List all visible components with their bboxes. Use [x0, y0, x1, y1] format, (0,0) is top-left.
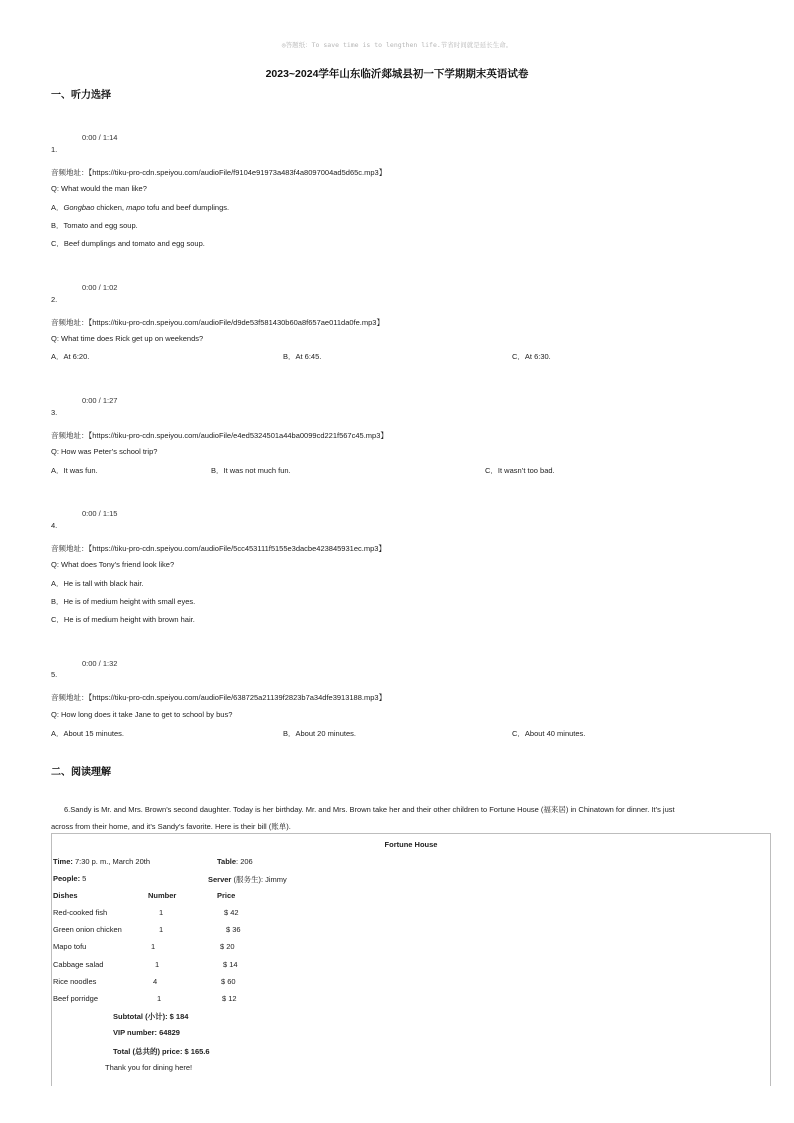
audio-player-time[interactable]: 0:00 / 1:32: [82, 659, 118, 668]
bill-price: $ 36: [226, 925, 241, 934]
audio-link[interactable]: 【https://tiku-pro-cdn.speiyou.com/audioFile/f9104e91973a483f4a8097004ad5d65c.mp3】: [88, 168, 387, 177]
bill-vip-number: VIP number: 64829: [113, 1028, 180, 1037]
option-c[interactable]: C．At 6:30.: [512, 352, 551, 361]
audio-link[interactable]: 【https://tiku-pro-cdn.speiyou.com/audioFile/e4ed5324501a44ba0099cd221f567c45.mp3】: [88, 431, 388, 440]
audio-url: [51, 167, 386, 178]
bill-number: 1: [157, 994, 162, 1003]
reading-passage-line1: 6.Sandy is Mr. and Mrs. Brown’s second daughter. Today is her birthday. Mr. and Mrs. Brown take her and their other children to Fortune House (福来居) in Chinatown for dinner. It’s just: [64, 805, 675, 814]
option-a[interactable]: A．It was fun.: [51, 466, 98, 475]
question-number: 2.: [51, 295, 58, 304]
option-a-italic-mapo: mapo: [126, 203, 145, 212]
bill-table-label: Table: [217, 857, 237, 866]
bill-dish: Cabbage salad: [53, 960, 104, 969]
bill-dish: Rice noodles: [53, 977, 97, 986]
audio-player-time[interactable]: 0:00 / 1:27: [82, 396, 118, 405]
option-b[interactable]: B．At 6:45.: [283, 352, 322, 361]
audio-player-time[interactable]: 0:00 / 1:14: [82, 133, 118, 142]
question-number: 1.: [51, 145, 58, 154]
bill-price: $ 42: [224, 908, 239, 917]
bill-restaurant-name: Fortune House: [384, 840, 438, 849]
audio-label: 音频地址：: [51, 318, 89, 327]
option-b[interactable]: B．It was not much fun.: [211, 466, 291, 475]
bill-time: [53, 857, 150, 866]
audio-label: 音频地址：: [51, 431, 89, 440]
bill-people: [53, 874, 86, 883]
audio-url: [51, 543, 386, 554]
bill-dish: Green onion chicken: [53, 925, 122, 934]
option-b[interactable]: B．He is of medium height with small eyes.: [51, 597, 196, 606]
bill-time-label: Time:: [53, 857, 73, 866]
bill-subtotal: Subtotal (小计): $ 184: [113, 1012, 189, 1021]
option-a[interactable]: [51, 202, 229, 213]
audio-label: 音频地址：: [51, 693, 89, 702]
audio-url: [51, 430, 388, 441]
option-a-mid: chicken,: [94, 203, 127, 212]
option-b[interactable]: B．Tomato and egg soup.: [51, 221, 138, 230]
option-a-italic-gongbao: Gongbao: [63, 203, 95, 212]
question-text: Q: What would the man like?: [51, 184, 147, 193]
bill-number: 1: [151, 942, 156, 951]
question-text: Q: What time does Rick get up on weekends?: [51, 334, 204, 343]
section-listening-heading: 一、听力选择: [51, 90, 111, 101]
bill-server-label: Server: [208, 875, 232, 884]
bill-table-value: : 206: [236, 857, 253, 866]
bill-dish: Mapo tofu: [53, 942, 87, 951]
bill-number: 1: [159, 908, 164, 917]
watermark-cn: 节省时间就是延长生命。: [440, 41, 513, 49]
bill-number: 1: [155, 960, 160, 969]
option-a-rest: tofu and beef dumplings.: [144, 203, 230, 212]
watermark-prefix: ◎答题纸：: [281, 41, 312, 49]
reading-passage-line2: across from their home, and it’s Sandy’s favorite. Here is their bill (账单).: [51, 822, 291, 831]
bill-dish: Red-cooked fish: [53, 908, 108, 917]
bill-col-price: Price: [217, 891, 236, 900]
bill-price: $ 14: [223, 960, 238, 969]
question-number: 3.: [51, 408, 58, 417]
watermark: [0, 40, 794, 49]
audio-player-time[interactable]: 0:00 / 1:15: [82, 509, 118, 518]
option-c[interactable]: C．Beef dumplings and tomato and egg soup.: [51, 239, 205, 248]
bill-col-dishes: Dishes: [53, 891, 78, 900]
option-a[interactable]: A．About 15 minutes.: [51, 729, 124, 738]
audio-link[interactable]: 【https://tiku-pro-cdn.speiyou.com/audioFile/638725a21139f2823b7a34dfe3913188.mp3】: [88, 693, 387, 702]
question-text: Q: How long does it take Jane to get to school by bus?: [51, 710, 233, 719]
audio-player-time[interactable]: 0:00 / 1:02: [82, 283, 118, 292]
bill-people-value: 5: [80, 874, 87, 883]
bill-price: $ 12: [222, 994, 237, 1003]
bill-total-price: Total (总共的) price: $ 165.6: [113, 1047, 210, 1056]
bill-number: 4: [153, 977, 158, 986]
audio-url: [51, 692, 386, 703]
bill-table-number: [217, 857, 253, 866]
page-title: 2023~2024学年山东临沂郯城县初一下学期期末英语试卷: [265, 68, 529, 80]
watermark-en: To save time is to lengthen life.: [311, 41, 441, 49]
audio-label: 音频地址：: [51, 168, 89, 177]
section-reading-heading: 二、阅读理解: [51, 767, 111, 778]
question-number: 5.: [51, 670, 58, 679]
bill-col-number: Number: [148, 891, 177, 900]
bill-time-value: 7:30 p. m., March 20th: [72, 857, 150, 866]
option-c[interactable]: C．It wasn’t too bad.: [485, 466, 555, 475]
bill-thanks: Thank you for dining here!: [105, 1063, 193, 1072]
bill-people-label: People:: [53, 874, 81, 883]
audio-link[interactable]: 【https://tiku-pro-cdn.speiyou.com/audioFile/d9de53f581430b60a8f657ae011da0fe.mp3】: [88, 318, 384, 327]
option-a[interactable]: A．At 6:20.: [51, 352, 90, 361]
option-c[interactable]: C．About 40 minutes.: [512, 729, 586, 738]
bill-number: 1: [159, 925, 164, 934]
question-text: Q: What does Tony’s friend look like?: [51, 560, 175, 569]
option-b[interactable]: B．About 20 minutes.: [283, 729, 356, 738]
option-a-prefix: A．: [51, 203, 64, 212]
audio-label: 音频地址：: [51, 544, 89, 553]
bill-table: [51, 833, 771, 1086]
question-number: 4.: [51, 521, 58, 530]
bill-price: $ 20: [220, 942, 235, 951]
bill-dish: Beef porridge: [53, 994, 99, 1003]
option-a[interactable]: A．He is tall with black hair.: [51, 579, 144, 588]
audio-link[interactable]: 【https://tiku-pro-cdn.speiyou.com/audioFile/5cc453111f5155e3dacbe423845931ec.mp3】: [88, 544, 386, 553]
audio-url: [51, 317, 384, 328]
option-c[interactable]: C．He is of medium height with brown hair.: [51, 615, 195, 624]
bill-server-value: (服务生): Jimmy: [231, 875, 287, 884]
question-text: Q: How was Peter’s school trip?: [51, 447, 158, 456]
bill-price: $ 60: [221, 977, 236, 986]
bill-server: [208, 874, 287, 885]
